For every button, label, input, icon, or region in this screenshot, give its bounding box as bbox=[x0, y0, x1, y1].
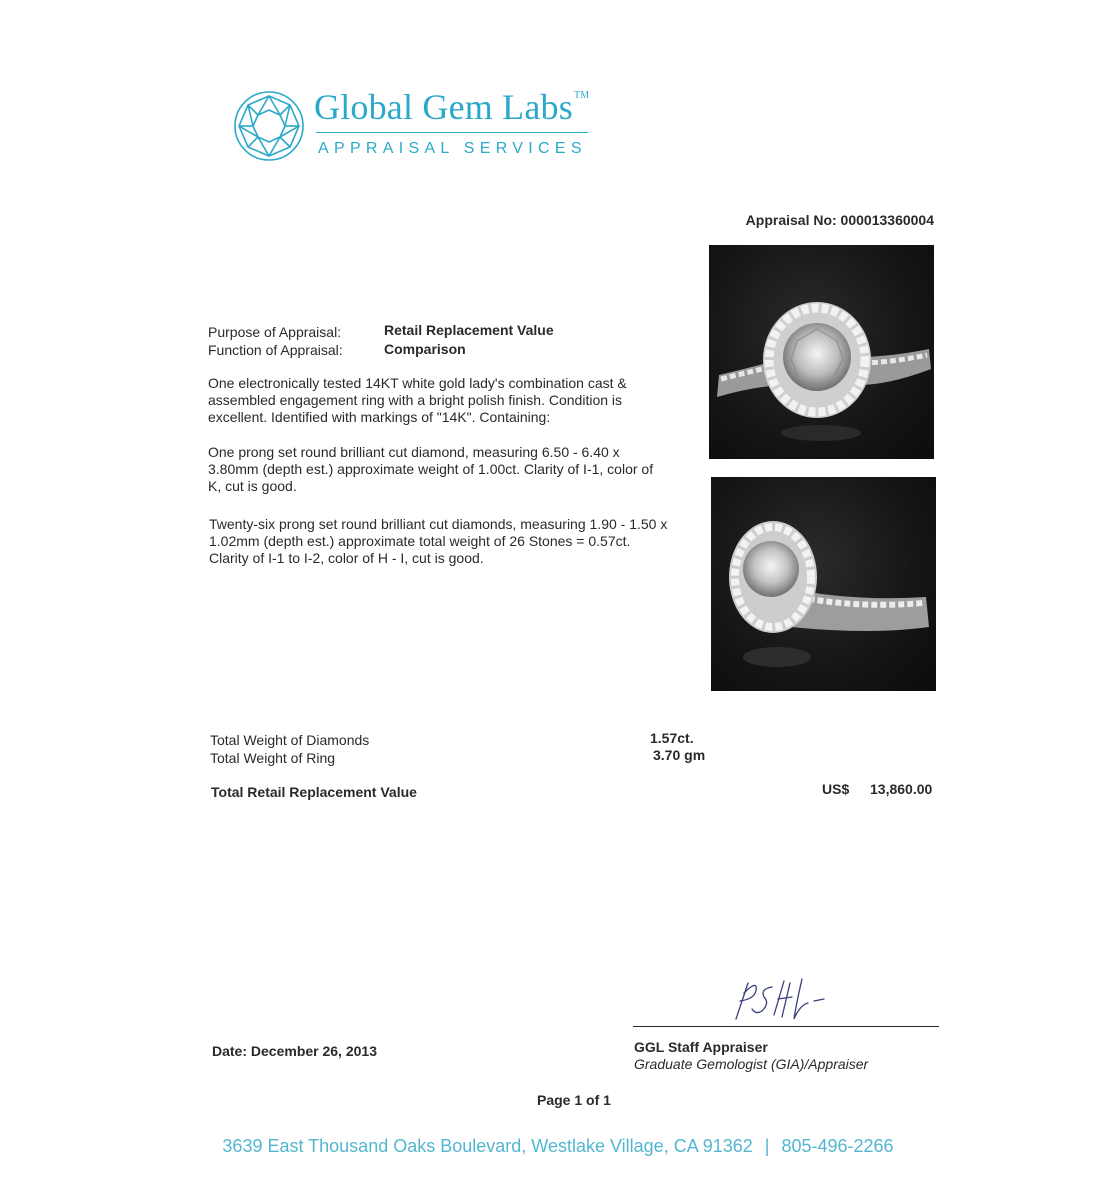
footer-separator: | bbox=[764, 1136, 770, 1156]
total-replacement-value-amount: 13,860.00 bbox=[870, 781, 933, 797]
function-value: Comparison bbox=[384, 341, 466, 357]
ring-photo-angle-view bbox=[711, 477, 936, 691]
total-diamond-weight-label: Total Weight of Diamonds bbox=[210, 732, 370, 748]
ring-top-view-image bbox=[709, 245, 934, 459]
trademark-mark: TM bbox=[573, 90, 590, 101]
appraisal-number: Appraisal No: 000013360004 bbox=[745, 212, 934, 228]
appraisal-date: Date: December 26, 2013 bbox=[212, 1043, 377, 1059]
currency-code: US$ bbox=[822, 781, 850, 797]
appraiser-signature bbox=[700, 965, 840, 1025]
brand-divider bbox=[316, 132, 588, 133]
appraiser-title: GGL Staff Appraiser bbox=[634, 1039, 768, 1055]
ring-photo-top-view bbox=[709, 245, 934, 459]
total-ring-weight-value: 3.70 gm bbox=[653, 747, 706, 763]
appraiser-credential: Graduate Gemologist (GIA)/Appraiser bbox=[634, 1056, 869, 1072]
diamond-logo-icon bbox=[233, 90, 305, 162]
total-ring-weight-label: Total Weight of Ring bbox=[210, 750, 336, 766]
accent-stones-description: Twenty-six prong set round brilliant cut diamonds, measuring 1.90 - 1.50 x 1.02mm (depth est.) approximate total weight of 26 Stones = 0.57ct. Clarity of I-1 to I-2, color of H - I, cut is good. bbox=[209, 516, 668, 566]
brand-name-text: Global Gem Labs bbox=[314, 87, 573, 127]
brand-name bbox=[314, 86, 589, 128]
purpose-value: Retail Replacement Value bbox=[384, 322, 554, 338]
total-diamond-weight-value: 1.57ct. bbox=[650, 730, 694, 746]
ring-description: One electronically tested 14KT white gold lady's combination cast & assembled engagement ring with a bright polish finish. Condition is excellent. Identified with markings of "14K". Containing: bbox=[208, 375, 627, 425]
function-label: Function of Appraisal: bbox=[208, 342, 343, 358]
total-replacement-value-label: Total Retail Replacement Value bbox=[211, 784, 417, 800]
footer-contact bbox=[0, 1136, 1116, 1157]
purpose-label: Purpose of Appraisal: bbox=[208, 324, 342, 340]
ring-angle-view-image bbox=[711, 477, 936, 691]
page-number: Page 1 of 1 bbox=[537, 1092, 611, 1108]
footer-address: 3639 East Thousand Oaks Boulevard, Westlake Village, CA 91362 bbox=[222, 1136, 753, 1156]
center-stone-description: One prong set round brilliant cut diamond, measuring 6.50 - 6.40 x 3.80mm (depth est.) approximate weight of 1.00ct. Clarity of I-1, color of K, cut is good. bbox=[208, 444, 654, 494]
brand-subtitle: APPRAISAL SERVICES bbox=[318, 140, 587, 157]
signature-line bbox=[633, 1026, 939, 1027]
footer-phone: 805-496-2266 bbox=[781, 1136, 894, 1156]
